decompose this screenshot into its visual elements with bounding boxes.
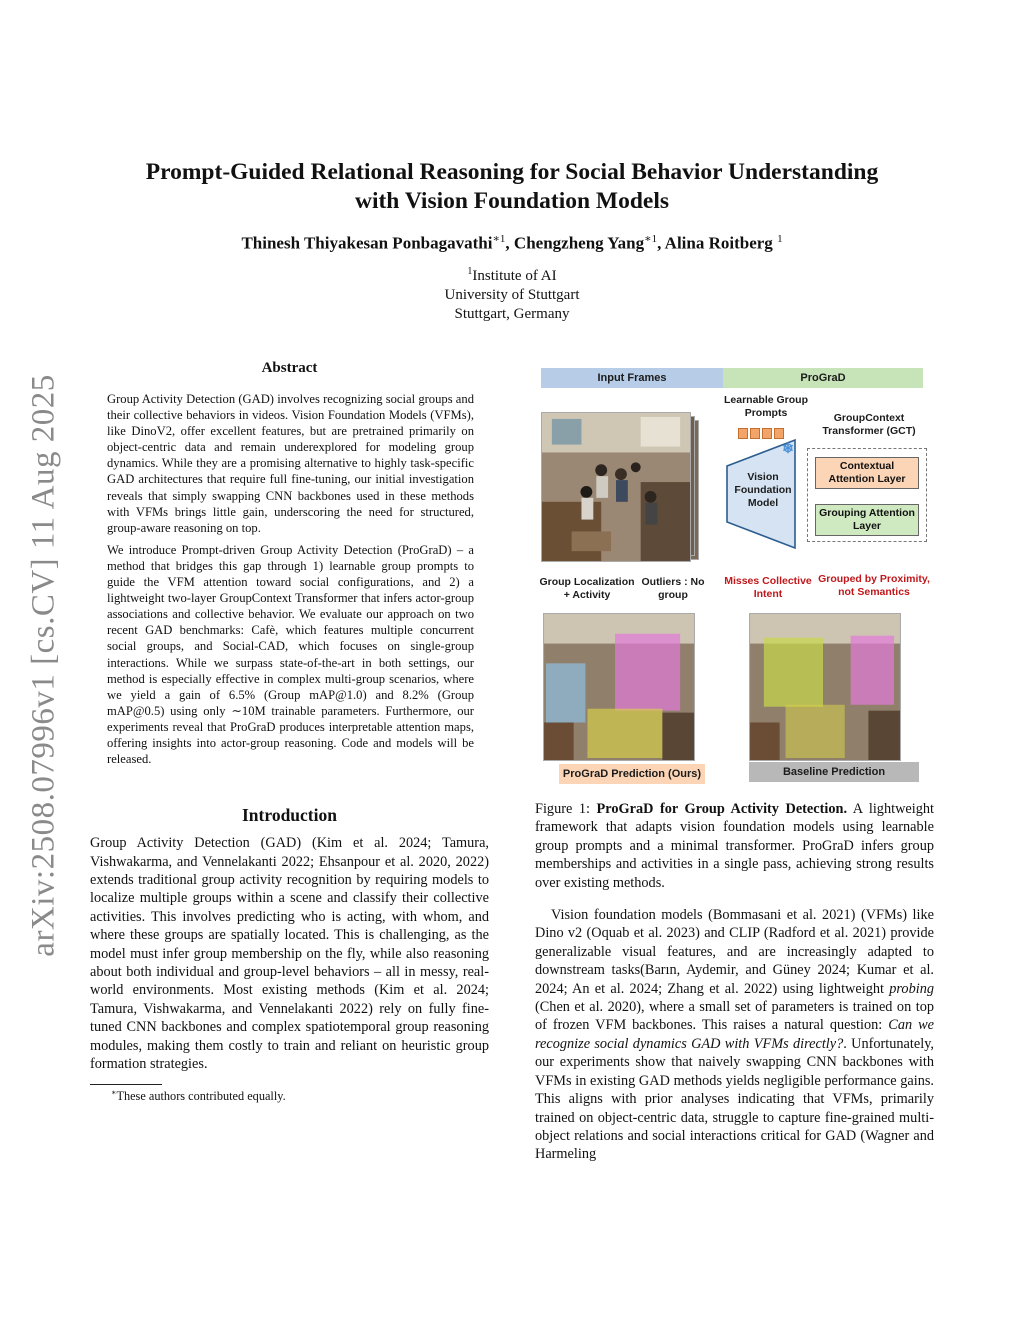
- learnable-prompts-label: Learnable Group Prompts: [723, 394, 808, 419]
- author-name: Alina Roitberg: [664, 233, 773, 253]
- introduction-heading: Introduction: [242, 805, 337, 826]
- caption-bold: ProGraD for Group Activity Detection.: [596, 801, 848, 817]
- affiliation-university: University of Stuttgart: [444, 287, 580, 303]
- abstract-paragraph: We introduce Prompt-driven Group Activity Detection (ProGraD) – a method that bridges this gap through 1) learnable group prompts to guide the VFM attention toward social configurations, and 2) a lightweight two-layer GroupContext Transformer that infers actor-group associations and collective behavior. We evaluate our approach on two recent GAD benchmarks: Cafè, which features multiple concurrent social groups, and Social-CAD, which focuses on single-group interactions. While we surpass state-of-the-art in both settings, our method is especially effective in complex multi-group scenarios, where we yield a gain of 6.5% (Group mAP@1.0) and 8.2% (Group mAP@0.5) using only ∼10M trainable parameters. Furthermore, our experiments reveal that ProGraD produces interpretable attention maps, offering insights into actor-group reasoning. Code and models will be released.: [107, 542, 474, 767]
- title-line-2: with Vision Foundation Models: [354, 188, 670, 214]
- body-emphasis: probing: [889, 980, 934, 997]
- right-body-paragraph: [535, 906, 934, 1164]
- grouping-attention-layer: Grouping Attention Layer: [815, 504, 919, 536]
- affiliation-city: Stuttgart, Germany: [454, 306, 570, 322]
- prograd-prediction-photo: [543, 613, 695, 761]
- contextual-attention-layer: Contextual Attention Layer: [815, 457, 919, 489]
- body-text-part: . Unfortunately, our experiments show that naively swapping CNN backbones with VFMs in existing GAD methods yields negligible performance gains. This aligns with prior analyses indicating that VFMs, primarily trained on object-centric data, struggle to capture fine-grained multi-object relations and social interactions critical for GAD (Wagner and Harmeling: [535, 1035, 934, 1163]
- baseline-prediction-label: Baseline Prediction: [749, 762, 919, 782]
- caption-lead: Figure 1:: [535, 801, 597, 817]
- ours-prediction-label: ProGraD Prediction (Ours): [559, 764, 705, 784]
- figure-caption: [535, 800, 934, 892]
- abstract-heading: Abstract: [261, 360, 318, 376]
- gct-label: GroupContext Transformer (GCT): [822, 412, 916, 437]
- affiliation-institute: Institute of AI: [472, 268, 557, 284]
- author-name: Thinesh Thiyakesan Ponbagavathi: [241, 233, 493, 253]
- prograd-header: ProGraD: [723, 368, 923, 388]
- figure-1: [535, 360, 934, 792]
- misses-collective-label: Misses Collective Intent: [724, 575, 812, 600]
- abstract-paragraph: Group Activity Detection (GAD) involves recognizing social groups and their collective behaviors in videos. Vision Foundation Models (VFMs), like DinoV2, offer excellent features, but are pretrained primarily on object-centric data and remain underexplored for modeling group dynamics. While they are a promising alternative to highly task-specific GAD architectures that require full fine-tuning, our initial investigation reveals that simply swapping CNN backbones used in these methods with VFMs brings little gain, underscoring the need for structured, group-aware reasoning on top.: [107, 392, 474, 535]
- right-column: [535, 360, 934, 1164]
- caption-text: A lightweight framework that adapts vision foundation models using learnable group prompts and a minimal transformer. ProGraD infers group memberships and activities in a single pass, achieving strong results over existing methods.: [535, 801, 934, 891]
- paper-title: [90, 158, 934, 216]
- affiliation-mark: 1: [467, 266, 473, 277]
- author-name: Chengzheng Yang: [513, 233, 645, 253]
- arxiv-stamp: [14, 365, 74, 965]
- footnote-text: These authors contributed equally.: [116, 1089, 286, 1104]
- author-mark: 1: [777, 233, 783, 245]
- title-line-1: Prompt-Guided Relational Reasoning for Social Behavior Understanding: [145, 159, 879, 185]
- body-text-part: (Chen et al. 2020), where a small set of parameters is trained on top of frozen VFM backbones. This raises a natural question:: [535, 999, 934, 1034]
- author-mark: ∗1: [644, 233, 658, 245]
- snowflake-icon: ❄: [782, 440, 794, 456]
- input-frames-header: Input Frames: [541, 368, 723, 388]
- affiliation: [90, 262, 934, 324]
- arxiv-id: arXiv:2508.07996v1 [cs.CV] 11 Aug 2025: [25, 373, 62, 957]
- input-frame-photo: [541, 412, 691, 562]
- outliers-label: Outliers : No group: [641, 576, 705, 601]
- author-list: Thinesh Thiyakesan Ponbagavathi$^{∗1}$, Chengzheng Yang$^{∗1}$, Alina Roitberg $^1$: [241, 233, 783, 253]
- abstract-body: [107, 391, 474, 767]
- body-text-part: Vision foundation models (Bommasani et al. 2021) (VFMs) like Dino v2 (Oquab et al. 2023) and CLIP (Radford et al. 2021) provide generalizable visual features, and are increasingly adapted to downstream tasks(Barın, Aydemir, and Güney 2024; Kumar et al. 2024; An et al. 2024; Zhang et al. 2022) using lightweight: [535, 907, 934, 997]
- footnote-divider: [90, 1084, 162, 1085]
- vfm-label: Vision Foundation Model: [734, 471, 792, 509]
- introduction-paragraph: Group Activity Detection (GAD) (Kim et al. 2024; Tamura, Vishwakarma, and Vennelakanti 2022; Ehsanpour et al. 2020, 2022) extends traditional group activity recognition by requiring models to localize multiple groups within a scene and classify their collective activities. This involves predicting who is acting, with whom, and where these groups are spatially located. This is challenging, as the model must infer group membership on the fly, while also reasoning about both individual and group-level behaviors – all in messy, real-world environments. Most existing methods (Kim et al. 2024; Tamura, Vishwakarma, and Vennelakanti 2022) rely on fully fine-tuned CNN backbones and complex spatiotemporal group reasoning modules, making them costly to train and reliant on heuristic group formation strategies.: [90, 835, 489, 1073]
- baseline-prediction-photo: [749, 613, 901, 761]
- grouped-proximity-label: Grouped by Proximity, not Semantics: [818, 573, 930, 598]
- body-emphasis: Can we recognize social dynamics GAD with VFMs directly?: [535, 1017, 934, 1052]
- author-mark: ∗1: [492, 233, 506, 245]
- group-localization-label: Group Localization + Activity: [539, 576, 635, 601]
- left-column: [90, 360, 489, 1105]
- footnote: [90, 1088, 489, 1104]
- footnote-mark: ∗: [111, 1088, 117, 1098]
